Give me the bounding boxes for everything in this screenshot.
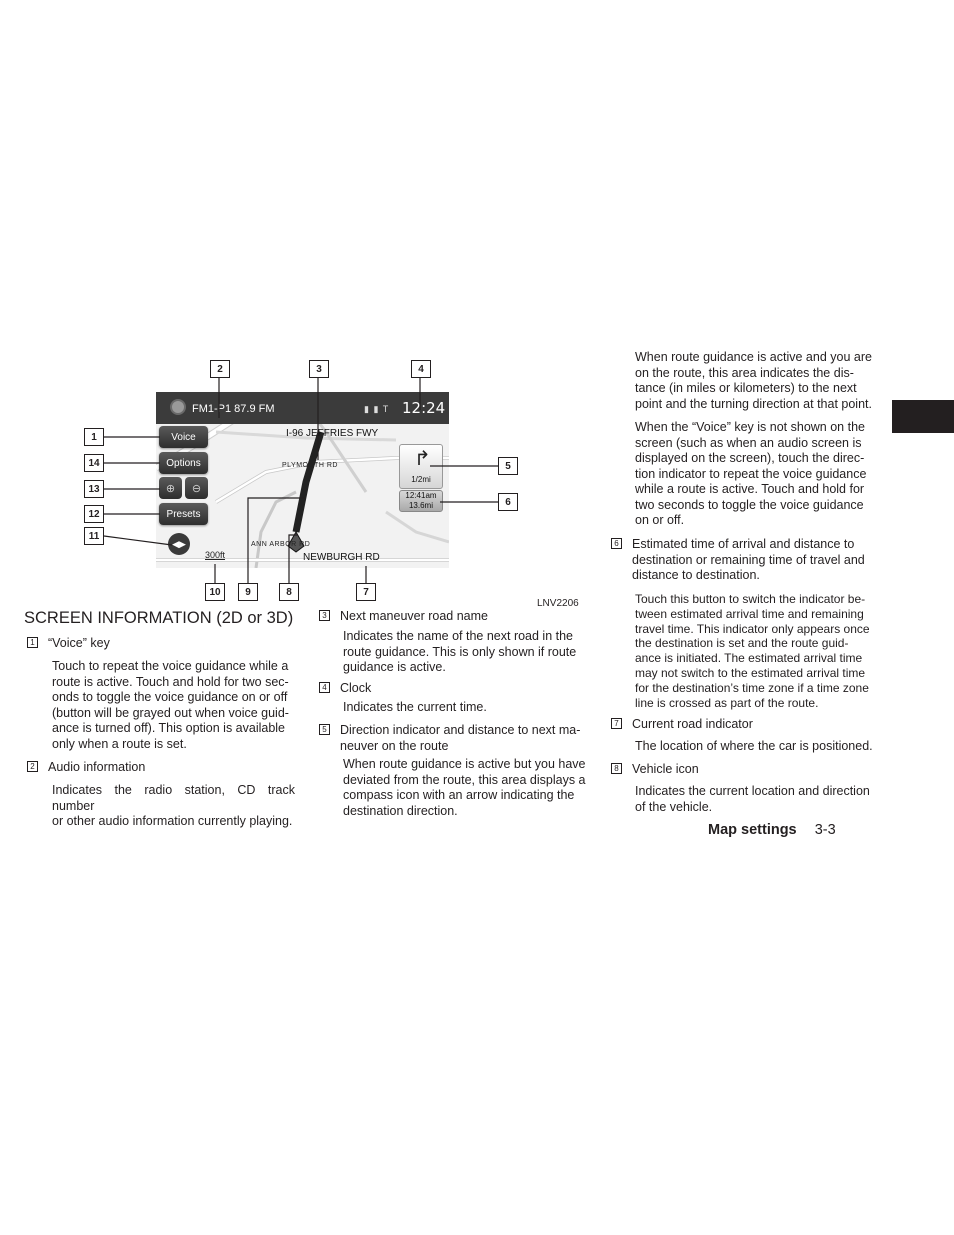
- text-line: Indicates the current location and direction: [635, 784, 870, 798]
- item-description: [343, 757, 586, 819]
- callout-5: 5: [498, 457, 518, 475]
- callout-9: 9: [238, 583, 258, 601]
- text-line: only when a route is set.: [52, 736, 187, 751]
- text-line: (button will be grayed out when voice guid-: [52, 705, 289, 720]
- item-number: 6: [611, 538, 622, 549]
- callout-3: 3: [309, 360, 329, 378]
- text-line: on the route, this area indicates the dis-: [635, 365, 854, 380]
- zoom-in-icon[interactable]: ⊕: [159, 477, 182, 499]
- turn-right-arrow-icon: ↱: [414, 448, 431, 470]
- text-line: tance (in miles or kilometers) to the next: [635, 381, 857, 395]
- item-5-description-2: [635, 420, 878, 529]
- callout-14: 14: [84, 454, 104, 472]
- text-line: line is crossed as part of the route.: [635, 695, 819, 710]
- item-number: 1: [27, 637, 38, 648]
- text-line: Estimated time of arrival and distance to: [632, 537, 855, 551]
- voice-button[interactable]: Voice: [159, 426, 208, 448]
- road-label-annarbor: ANN ARBOR RD: [251, 541, 311, 548]
- page-footer: [708, 822, 836, 838]
- text-line: When route guidance is active but you have: [343, 757, 586, 771]
- text-line: Touch this button to switch the indicator be-: [635, 592, 866, 606]
- item-5-description: [635, 350, 878, 412]
- item-number: 4: [319, 682, 330, 693]
- callout-10: 10: [205, 583, 225, 601]
- text-line: tion indicator to repeat the voice guidance: [635, 466, 867, 481]
- text-line: point and the turning direction at that point.: [635, 396, 872, 411]
- clock: 12:24: [402, 399, 446, 417]
- text-line: or other audio information currently playing.: [52, 814, 293, 828]
- text-line: screen (such as when an audio screen is: [635, 435, 862, 450]
- item-title: “Voice” key: [48, 636, 110, 650]
- callout-6: 6: [498, 493, 518, 511]
- audio-information[interactable]: FM1-P1 87.9 FM: [192, 403, 275, 415]
- item-description: [635, 739, 878, 755]
- text-line: Touch to repeat the voice guidance while a: [52, 659, 289, 673]
- text-line: displayed on the screen), touch the direc-: [635, 451, 865, 465]
- text-line: neuver on the route: [340, 738, 449, 753]
- item-description: [52, 783, 295, 830]
- callout-8: 8: [279, 583, 299, 601]
- item-number: 3: [319, 610, 330, 621]
- text-line: travel time. This indicator only appears once: [635, 621, 870, 636]
- item-title: [340, 723, 586, 754]
- text-line: onds to toggle the voice guidance on or off: [52, 690, 288, 704]
- item-description: [635, 592, 878, 710]
- callout-4: 4: [411, 360, 431, 378]
- text-line: two seconds to toggle the voice guidance: [635, 497, 864, 512]
- item-number: 8: [611, 763, 622, 774]
- callout-13: 13: [84, 480, 104, 498]
- item-number: 7: [611, 718, 622, 729]
- item-title: Current road indicator: [632, 717, 753, 731]
- text-line: compass icon with an arrow indicating the: [343, 788, 575, 802]
- callout-1: 1: [84, 428, 104, 446]
- callout-11: 11: [84, 527, 104, 545]
- text-line: destination or remaining time of travel and: [632, 552, 865, 567]
- item-title: Vehicle icon: [632, 762, 699, 776]
- text-line: destination direction.: [343, 803, 458, 818]
- presets-button[interactable]: Presets: [159, 503, 208, 525]
- callout-12: 12: [84, 505, 104, 523]
- text-line: tween estimated arrival time and remaining: [635, 606, 864, 621]
- road-label-plymouth: PLYMOUTH RD: [282, 462, 338, 469]
- text-line: guidance is active.: [343, 660, 446, 674]
- figure-caption: LNV2206: [537, 598, 579, 609]
- text-line: of the vehicle.: [635, 799, 713, 814]
- item-title: [632, 537, 878, 584]
- text-line: for the destination’s time zone if a time zone: [635, 680, 869, 695]
- eta-time: 12:41am: [405, 491, 437, 500]
- text-line: route guidance. This is only shown if route: [343, 644, 577, 659]
- text-line: Indicates the name of the next road in the: [343, 629, 574, 643]
- text-line: Indicates the current time.: [343, 700, 487, 714]
- text-line: When route guidance is active and you are: [635, 350, 872, 364]
- options-button[interactable]: Options: [159, 452, 208, 474]
- text-line: the destination is set and the route guid-: [635, 636, 849, 651]
- text-line: ance is turned off). This option is available: [52, 721, 286, 735]
- footer-page-number: 3-3: [814, 822, 836, 838]
- item-description: [635, 784, 878, 815]
- text-line: while a route is active. Touch and hold for: [635, 482, 865, 496]
- item-number: 5: [319, 724, 330, 735]
- item-number: 2: [27, 761, 38, 772]
- callout-2: 2: [210, 360, 230, 378]
- item-title: Next maneuver road name: [340, 609, 488, 623]
- text-line: on or off.: [635, 513, 685, 527]
- status-icons: ▮ ▮ T: [364, 404, 390, 414]
- item-description: [343, 700, 586, 716]
- callout-7: 7: [356, 583, 376, 601]
- text-line: ance is initiated. The estimated arrival time: [635, 651, 863, 666]
- item-title: Audio information: [48, 760, 146, 774]
- item-title: Clock: [340, 681, 372, 695]
- next-road-name: I-96 JEFFRIES FWY: [286, 428, 379, 439]
- text-line: distance to destination.: [632, 568, 760, 582]
- zoom-out-icon[interactable]: ⊖: [185, 477, 208, 499]
- text-line: may not switch to the estimated arrival time: [635, 665, 866, 680]
- text-line: Direction indicator and distance to next ma-: [340, 723, 581, 737]
- back-arrow-icon[interactable]: ◀▶: [168, 533, 190, 555]
- item-description: [343, 629, 586, 676]
- item-description: [52, 659, 295, 752]
- text-line: route is active. Touch and hold for two sec-: [52, 674, 289, 689]
- eta-distance: 13.6mi: [408, 501, 433, 510]
- text-line: The location of where the car is positioned.: [635, 739, 873, 753]
- map-scale: 300ft: [205, 550, 226, 560]
- text-line: deviated from the route, this area displays a: [343, 772, 586, 787]
- direction-distance: 1/2mi: [411, 475, 431, 484]
- text-line: When the “Voice” key is not shown on the: [635, 420, 865, 434]
- footer-section: Map settings: [708, 822, 797, 838]
- text-line: Indicates the radio station, CD track number: [52, 783, 295, 813]
- current-road-indicator: NEWBURGH RD: [303, 552, 380, 563]
- section-heading: SCREEN INFORMATION (2D or 3D): [24, 609, 294, 627]
